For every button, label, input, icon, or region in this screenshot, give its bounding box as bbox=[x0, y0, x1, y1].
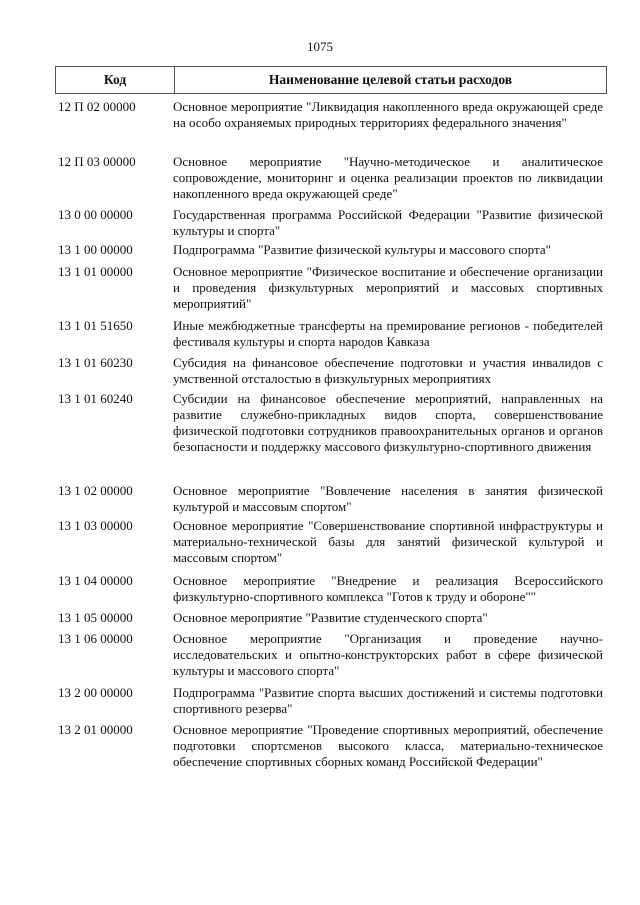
row-name: Основное мероприятие "Научно-методическое и аналитическое сопровождение, мониторинг и оценка реализации проектов по ликвидации накопленного вреда окружающей среде" bbox=[173, 154, 603, 201]
page-number: 1075 bbox=[307, 39, 333, 54]
row-name: Государственная программа Российской Федерации "Развитие физической культуры и спорта" bbox=[173, 207, 603, 238]
table-row bbox=[55, 154, 607, 202]
table-header bbox=[55, 66, 607, 94]
header-code: Код bbox=[56, 67, 175, 93]
table-row bbox=[55, 264, 607, 312]
row-code: 13 1 01 60230 bbox=[58, 355, 133, 370]
row-code: 13 1 06 00000 bbox=[58, 631, 133, 646]
row-code: 13 2 01 00000 bbox=[58, 722, 133, 737]
table-row bbox=[55, 610, 607, 626]
row-name: Подпрограмма "Развитие физической культуры и массового спорта" bbox=[173, 242, 551, 257]
table-row bbox=[55, 355, 607, 387]
row-name: Субсидии на финансовое обеспечение мероприятий, направленных на развитие служебно-прикладных видов спорта, совершенствование физической подготовки сотрудников правоохранительных органов и органов безопасности и поддержку массового физкультурно-спортивного движения bbox=[173, 391, 603, 454]
row-name: Субсидия на финансовое обеспечение подготовки и участия инвалидов с умственной отсталостью в физкультурных мероприятиях bbox=[173, 355, 603, 386]
row-code: 13 2 00 00000 bbox=[58, 685, 133, 700]
row-code: 12 П 03 00000 bbox=[58, 154, 136, 169]
row-code: 13 1 01 60240 bbox=[58, 391, 133, 406]
row-name: Иные межбюджетные трансферты на премирование регионов - победителей фестиваля культуры и спорта народов Кавказа bbox=[173, 318, 603, 349]
table-row bbox=[55, 318, 607, 350]
row-code: 13 1 02 00000 bbox=[58, 483, 133, 498]
table-row bbox=[55, 518, 607, 566]
row-code: 12 П 02 00000 bbox=[58, 99, 136, 114]
table-row bbox=[55, 391, 607, 455]
table-row bbox=[55, 722, 607, 770]
table-row bbox=[55, 483, 607, 515]
table-row bbox=[55, 242, 607, 258]
row-code: 13 1 01 51650 bbox=[58, 318, 133, 333]
row-name: Основное мероприятие "Вовлечение населения в занятия физической культурой и массовым спортом" bbox=[173, 483, 603, 514]
row-name: Основное мероприятие "Проведение спортивных мероприятий, обеспечение подготовки спортсменов высокого класса, материально-техническое обеспечение спортивных сборных команд Российской Федерации" bbox=[173, 722, 603, 769]
row-code: 13 1 03 00000 bbox=[58, 518, 133, 533]
row-code: 13 1 01 00000 bbox=[58, 264, 133, 279]
budget-table bbox=[55, 66, 607, 769]
row-name: Основное мероприятие "Организация и проведение научно-исследовательских и опытно-конструкторских работ в сфере физической культуры и массового спорта" bbox=[173, 631, 603, 678]
row-name: Основное мероприятие "Внедрение и реализация Всероссийского физкультурно-спортивного комплекса "Готов к труду и обороне"" bbox=[173, 573, 603, 604]
row-code: 13 1 05 00000 bbox=[58, 610, 133, 625]
row-name: Основное мероприятие "Физическое воспитание и обеспечение организации и проведения физкультурных мероприятий и массовых спортивных мероприятий" bbox=[173, 264, 603, 311]
row-name: Основное мероприятие "Ликвидация накопленного вреда окружающей среде на особо охраняемых природных территориях федерального значения" bbox=[173, 99, 603, 130]
row-code: 13 1 04 00000 bbox=[58, 573, 133, 588]
table-row bbox=[55, 631, 607, 679]
table-row bbox=[55, 573, 607, 605]
row-code: 13 0 00 00000 bbox=[58, 207, 133, 222]
row-name: Основное мероприятие "Развитие студенческого спорта" bbox=[173, 610, 488, 625]
row-name: Основное мероприятие "Совершенствование спортивной инфраструктуры и материально-технической базы для занятий физической культурой и массовым спортом" bbox=[173, 518, 603, 565]
header-name: Наименование целевой статьи расходов bbox=[268, 72, 513, 87]
table-row bbox=[55, 99, 607, 131]
row-name: Подпрограмма "Развитие спорта высших достижений и системы подготовки спортивного резерва" bbox=[173, 685, 603, 716]
table-row bbox=[55, 685, 607, 717]
row-code: 13 1 00 00000 bbox=[58, 242, 133, 257]
table-row bbox=[55, 207, 607, 239]
